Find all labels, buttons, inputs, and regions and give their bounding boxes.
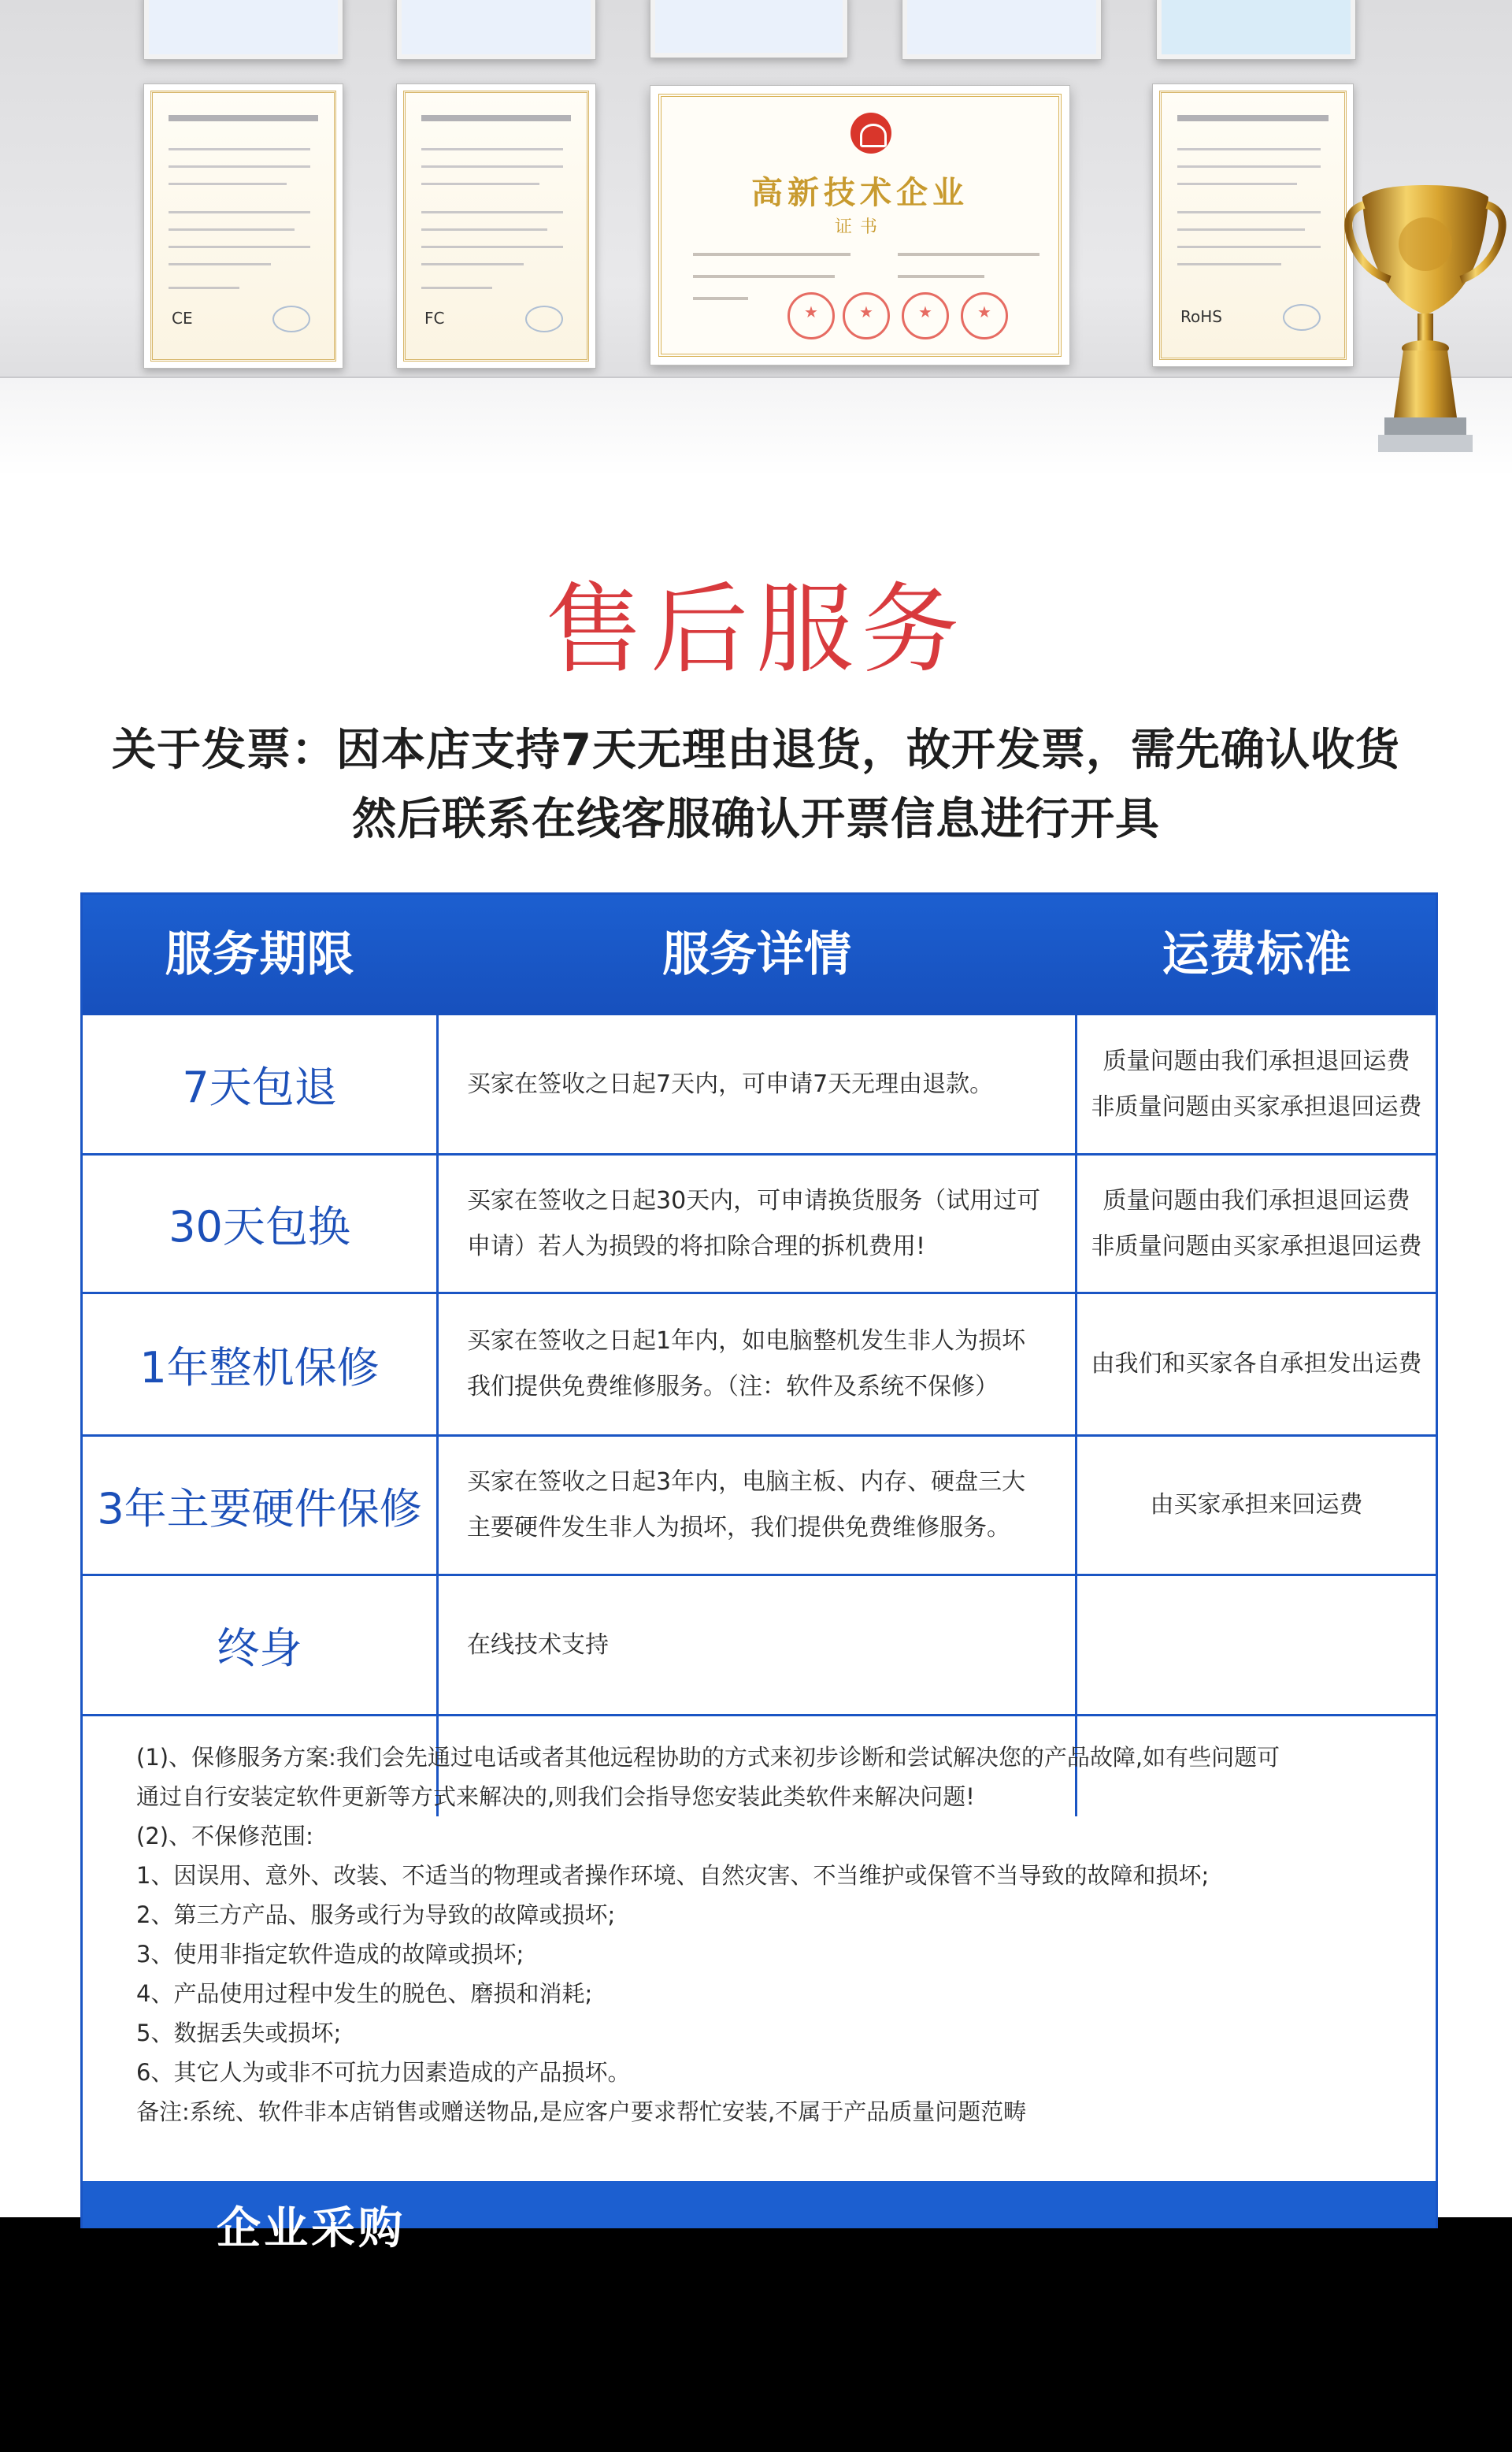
certificate-title: 高新技术企业 <box>751 174 969 211</box>
certificate-frame <box>650 0 848 58</box>
header-service-term: 服务期限 <box>165 927 354 982</box>
certificate-showroom <box>0 0 1512 477</box>
trophy-icon <box>1347 181 1512 477</box>
note-line: 6、其它人为或非不可抗力因素造成的产品损坏。 <box>136 2059 631 2086</box>
note-line: 4、产品使用过程中发生的脱色、磨损和消耗; <box>136 1980 593 2007</box>
red-stamp <box>902 292 949 339</box>
shipping-line: 质量问题由我们承担退回运费 <box>1102 1047 1410 1075</box>
red-stamp <box>788 292 835 339</box>
certificate-frame <box>902 0 1102 60</box>
invoice-note-line-2: 然后联系在线客服确认开票信息进行开具 <box>352 794 1160 845</box>
table-row-shipping <box>1077 1294 1436 1434</box>
table-row-shipping <box>1077 1156 1436 1292</box>
ce-logo: CE <box>172 309 193 328</box>
shipping-line: 非质量问题由买家承担退回运费 <box>1091 1092 1422 1121</box>
certificate-frame <box>396 0 596 60</box>
table-row-detail: 在线技术支持 <box>467 1630 609 1659</box>
note-line: 2、第三方产品、服务或行为导致的故障或损坏; <box>136 1901 616 1928</box>
shipping-line: 由买家承担来回运费 <box>1150 1491 1363 1519</box>
red-stamp <box>843 292 890 339</box>
certificate-frame <box>1156 0 1356 60</box>
warranty-notes <box>136 1738 1388 2131</box>
table-row-shipping <box>1077 1015 1436 1153</box>
note-line: 3、使用非指定软件造成的故障或损坏; <box>136 1941 524 1968</box>
red-stamp <box>961 292 1008 339</box>
note-line: 5、数据丢失或损坏; <box>136 2020 342 2046</box>
note-line: 1、因误用、意外、改装、不适当的物理或者操作环境、自然灾害、不当维护或保管不当导致的故障和损坏; <box>136 1862 1210 1889</box>
table-row-detail: 买家在签收之日起1年内，如电脑整机发生非人为损坏我们提供免费维修服务。（注：软件及系统不保修） <box>467 1327 1026 1400</box>
table-row-shipping <box>1077 1576 1436 1714</box>
header-shipping: 运费标准 <box>1162 927 1351 982</box>
fcc-logo: FC <box>424 309 445 328</box>
emblem-icon <box>850 113 891 154</box>
table-header <box>83 895 1436 1015</box>
note-line: (2)、不保修范围: <box>136 1823 313 1849</box>
table-row-term: 30天包换 <box>169 1202 350 1252</box>
showroom-floor <box>0 378 1512 477</box>
table-row-term: 7天包退 <box>182 1063 337 1112</box>
service-table <box>80 892 1438 2254</box>
shipping-line: 由我们和买家各自承担发出运费 <box>1091 1350 1422 1378</box>
certificate-seal <box>525 306 563 332</box>
certificate-frame <box>143 0 343 60</box>
shipping-line: 非质量问题由买家承担退回运费 <box>1091 1232 1422 1260</box>
enterprise-purchase-banner <box>83 2181 1436 2254</box>
rohs-certificate <box>1152 83 1354 367</box>
ce-certificate <box>143 83 343 369</box>
invoice-note-line-1: 关于发票：因本店支持7天无理由退货，故开发票，需先确认收货 <box>112 725 1400 776</box>
table-row-shipping <box>1077 1437 1436 1574</box>
note-line: 通过自行安装定软件更新等方式来解决的,则我们会指导您安装此类软件来解决问题! <box>136 1783 975 1810</box>
banner-text: 企业采购 <box>217 2203 406 2254</box>
table-row-term: 终身 <box>217 1623 302 1673</box>
table-row-detail: 买家在签收之日起7天内，可申请7天无理由退款。 <box>467 1070 994 1098</box>
note-line: 备注:系统、软件非本店销售或赠送物品,是应客户要求帮忙安装,不属于产品质量问题范畴 <box>136 2098 1027 2125</box>
page-title: 售后服务 <box>544 573 967 687</box>
table-row-detail: 买家在签收之日起30天内，可申请换货服务（试用过可申请）若人为损毁的将扣除合理的拆机费用! <box>467 1186 1041 1260</box>
fcc-certificate <box>396 83 596 369</box>
table-row-detail: 买家在签收之日起3年内，电脑主板、内存、硬盘三大主要硬件发生非人为损坏，我们提供免费维修服务。 <box>467 1468 1026 1541</box>
certificate-seal <box>1283 304 1321 331</box>
rohs-logo: RoHS <box>1180 307 1222 326</box>
table-row-term: 3年主要硬件保修 <box>97 1483 422 1534</box>
table-row-term: 1年整机保修 <box>139 1342 380 1393</box>
certificate-seal <box>272 306 310 332</box>
certificate-subtitle: 证书 <box>834 217 885 237</box>
high-tech-enterprise-certificate <box>650 85 1070 365</box>
shipping-line: 质量问题由我们承担退回运费 <box>1102 1186 1410 1215</box>
header-service-detail: 服务详情 <box>662 927 851 982</box>
note-line: (1)、保修服务方案:我们会先通过电话或者其他远程协助的方式来初步诊断和尝试解决您的产品故障,如有些问题可 <box>136 1744 1280 1771</box>
